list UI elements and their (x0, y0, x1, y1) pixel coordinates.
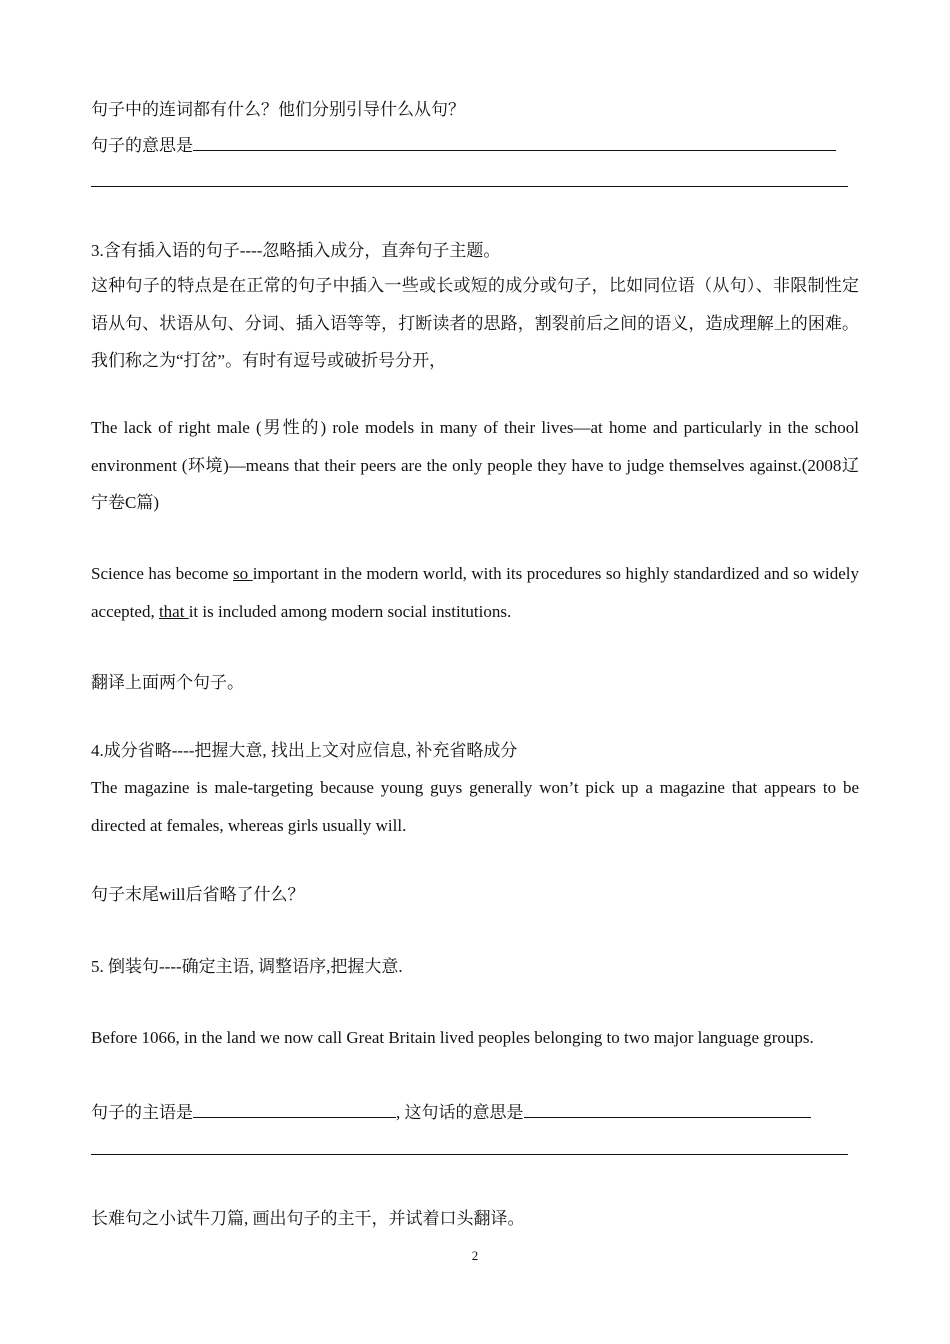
translate-prompt: 翻译上面两个句子。 (91, 673, 244, 692)
answer-rule[interactable] (91, 186, 848, 187)
subject-blank[interactable] (193, 1100, 396, 1118)
section4-heading: 4.成分省略----把握大意, 找出上文对应信息, 补充省略成分 (91, 741, 518, 760)
meaning-label: , 这句话的意思是 (396, 1103, 524, 1122)
section3-example1: The lack of right male (男性的) role models in many of their lives—at home and particularly in the school environment (环境)—means that their peers are the only people they have to judge themselves against.(2008辽宁卷C篇) (91, 418, 859, 512)
section4-example: The magazine is male-targeting because young guys generally won’t pick up a magazine that appears to be directed at females, whereas girls usually will. (91, 778, 859, 835)
section5-heading: 5. 倒装句----确定主语, 调整语序,把握大意. (91, 957, 403, 976)
answer-rule-2[interactable] (91, 1154, 848, 1155)
meaning-blank[interactable] (524, 1100, 811, 1118)
page-number: 2 (471, 1248, 479, 1263)
underlined-that: that (158, 601, 189, 621)
answer-blank[interactable] (193, 133, 836, 151)
section3-example2: Science has become so important in the modern world, with its procedures so highly standardized and so widely accepted, that it is included among modern social institutions. (91, 564, 859, 621)
meaning-label: 句子的意思是 (91, 136, 193, 155)
section4-question: 句子末尾will后省略了什么？ (91, 885, 305, 904)
connectives-question: 句子中的连词都有什么？他们分别引导什么从句？ (91, 100, 465, 119)
subject-label: 句子的主语是 (91, 1103, 193, 1122)
section3-heading: 3.含有插入语的句子----忽略插入成分，直奔句子主题。 (91, 241, 501, 260)
section5-example: Before 1066, in the land we now call Great Britain lived peoples belonging to two major language groups. (91, 1028, 814, 1047)
subject-meaning-line (91, 1100, 859, 1124)
meaning-blank-line (91, 133, 859, 157)
practice-heading: 长难句之小试牛刀篇, 画出句子的主干，并试着口头翻译。 (91, 1209, 525, 1228)
underlined-so: so (233, 564, 253, 583)
section3-description: 这种句子的特点是在正常的句子中插入一些或长或短的成分或句子，比如同位语（从句）、非限制性定语从句、状语从句、分词、插入语等等，打断读者的思路，割裂前后之间的语义，造成理解上的困难。我们称之为“打岔”。有时有逗号或破折号分开， (91, 276, 859, 370)
